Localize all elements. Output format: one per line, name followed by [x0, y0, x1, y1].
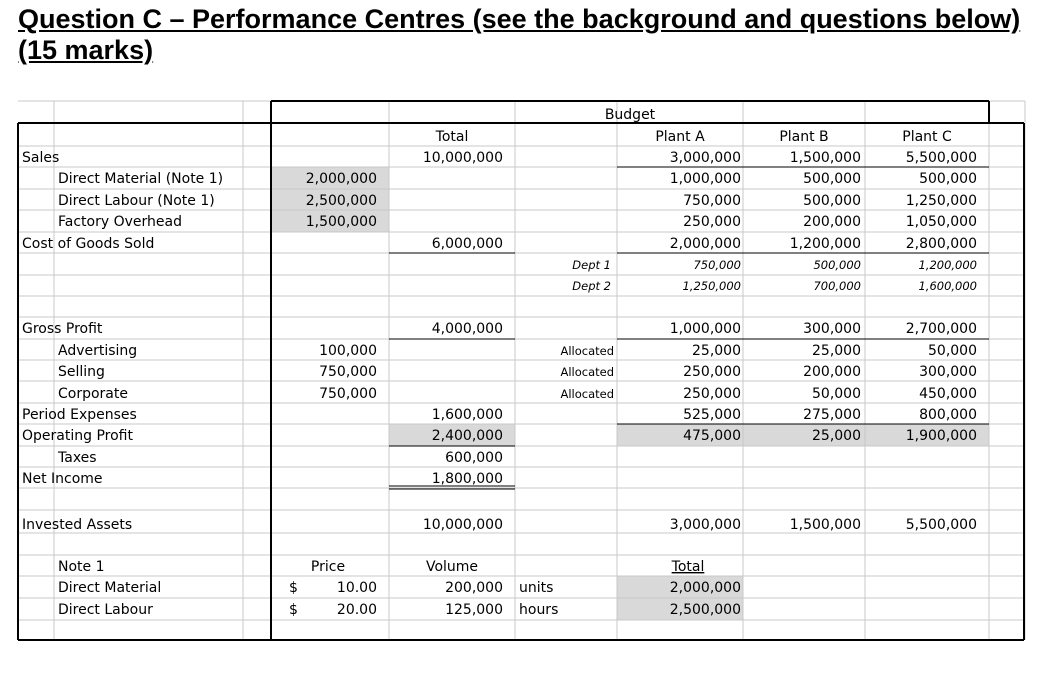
note-label: Note 1 [58, 559, 105, 575]
cogs-plant-b: 1,200,000 [789, 236, 861, 252]
sales-plant-c: 5,500,000 [905, 150, 977, 166]
row-label: Direct Material (Note 1) [58, 171, 224, 187]
row-label: Advertising [58, 343, 138, 359]
foh-amount: 1,500,000 [305, 214, 377, 230]
note-total-header: Total [671, 559, 705, 575]
corp-plant-b: 50,000 [812, 386, 861, 402]
note-price-header: Price [310, 559, 346, 575]
gp-plant-a: 1,000,000 [669, 321, 741, 337]
row-label: Direct Labour (Note 1) [58, 193, 215, 209]
corp-note: Allocated [560, 387, 614, 401]
note-dm-unit: units [519, 580, 554, 596]
header-plant-b: Plant B [779, 129, 829, 145]
pe-total: 1,600,000 [431, 407, 503, 423]
foh-plant-a: 250,000 [683, 214, 741, 230]
ni-total: 1,800,000 [431, 471, 503, 487]
sell-note: Allocated [560, 365, 614, 379]
pe-plant-b: 275,000 [803, 407, 861, 423]
row-label: Taxes [58, 450, 97, 466]
gp-plant-b: 300,000 [803, 321, 861, 337]
note-dl-currency: $ [289, 602, 298, 618]
adv-plant-b: 25,000 [812, 343, 861, 359]
gp-total: 4,000,000 [431, 321, 503, 337]
note-dl-unit: hours [519, 602, 559, 618]
sell-plant-c: 300,000 [919, 364, 977, 380]
shaded-cells [271, 167, 989, 620]
row-label: Selling [58, 364, 105, 380]
adv-note: Allocated [560, 344, 614, 358]
adv-plant-c: 50,000 [928, 343, 977, 359]
note-dl-volume: 125,000 [445, 602, 503, 618]
cogs-plant-a: 2,000,000 [669, 236, 741, 252]
sell-amount: 750,000 [319, 364, 377, 380]
dm-amount: 2,000,000 [305, 171, 377, 187]
op-plant-c: 1,900,000 [905, 428, 977, 444]
question-title: Question C – Performance Centres (see the background and questions below) (15 marks) [18, 4, 1021, 65]
dm-plant-c: 500,000 [919, 171, 977, 187]
ia-plant-b: 1,500,000 [789, 517, 861, 533]
sales-plant-b: 1,500,000 [789, 150, 861, 166]
pe-plant-c: 800,000 [919, 407, 977, 423]
row-label: Period Expenses [22, 407, 137, 423]
dl-amount: 2,500,000 [305, 193, 377, 209]
sales-plant-a: 3,000,000 [669, 150, 741, 166]
sales-total: 10,000,000 [422, 150, 503, 166]
note-dl-label: Direct Labour [58, 602, 153, 618]
dept2-plant-c: 1,600,000 [918, 279, 977, 293]
dept1-plant-a: 750,000 [693, 258, 741, 272]
cogs-total: 6,000,000 [431, 236, 503, 252]
row-label: Gross Profit [22, 321, 103, 337]
sell-plant-b: 200,000 [803, 364, 861, 380]
row-label: Net Income [22, 471, 103, 487]
row-label: Factory Overhead [58, 214, 182, 230]
note-dm-currency: $ [289, 580, 298, 596]
op-total: 2,400,000 [431, 428, 503, 444]
row-label: Cost of Goods Sold [22, 236, 155, 252]
op-plant-b: 25,000 [812, 428, 861, 444]
pe-plant-a: 525,000 [683, 407, 741, 423]
sell-plant-a: 250,000 [683, 364, 741, 380]
foh-plant-c: 1,050,000 [905, 214, 977, 230]
tax-total: 600,000 [445, 450, 503, 466]
dept2-plant-b: 700,000 [813, 279, 861, 293]
note-dm-label: Direct Material [58, 580, 162, 596]
note-dm-price: 10.00 [336, 580, 377, 596]
dm-plant-b: 500,000 [803, 171, 861, 187]
dl-plant-b: 500,000 [803, 193, 861, 209]
row-label: Invested Assets [22, 517, 133, 533]
cogs-plant-c: 2,800,000 [905, 236, 977, 252]
op-plant-a: 475,000 [683, 428, 741, 444]
dl-plant-c: 1,250,000 [905, 193, 977, 209]
dept1-plant-c: 1,200,000 [918, 258, 977, 272]
header-plant-a: Plant A [655, 129, 705, 145]
ia-plant-c: 5,500,000 [905, 517, 977, 533]
header-plant-c: Plant C [902, 129, 952, 145]
note-volume-header: Volume [425, 559, 479, 575]
header-total: Total [435, 129, 469, 145]
row-label: Corporate [58, 386, 128, 402]
corp-amount: 750,000 [319, 386, 377, 402]
note-dm-total: 2,000,000 [669, 580, 741, 596]
ia-plant-a: 3,000,000 [669, 517, 741, 533]
corp-plant-c: 450,000 [919, 386, 977, 402]
row-label: Operating Profit [22, 428, 133, 444]
foh-plant-b: 200,000 [803, 214, 861, 230]
gp-plant-c: 2,700,000 [905, 321, 977, 337]
ia-total: 10,000,000 [422, 517, 503, 533]
corp-plant-a: 250,000 [683, 386, 741, 402]
note-dl-price: 20.00 [336, 602, 377, 618]
dept2-label: Dept 2 [572, 279, 611, 293]
dm-plant-a: 1,000,000 [669, 171, 741, 187]
dl-plant-a: 750,000 [683, 193, 741, 209]
note-dm-volume: 200,000 [445, 580, 503, 596]
dept1-plant-b: 500,000 [813, 258, 861, 272]
header-budget: Budget [604, 107, 656, 123]
note-dl-total: 2,500,000 [669, 602, 741, 618]
dept2-plant-a: 1,250,000 [682, 279, 741, 293]
adv-amount: 100,000 [319, 343, 377, 359]
dept1-label: Dept 1 [572, 258, 611, 272]
adv-plant-a: 25,000 [692, 343, 741, 359]
row-label: Sales [22, 150, 60, 166]
